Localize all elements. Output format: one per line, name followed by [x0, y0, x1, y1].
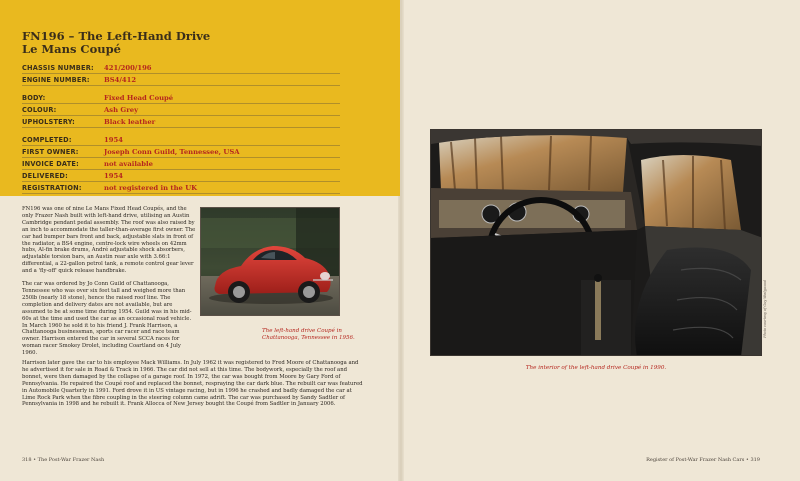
body-paragraph: Harrison later gave the car to his employee Mack Williams. In July 1962 it was registered to Fred Moore of Chattanooga and he advertised it for sale in Road & Track in 1966. The car did not sell at this time. The bodywork, especially the roof and bonnet, were then damaged by the collapse of a garage roof. In 1972, the car was bought from Moore by Gary Ford of Pennsylvania. He repaired the Coupé roof and replaced the bonnet, respraying the car dark blue. The rebuilt car was featured in Automobile Quarterly in 1991. Ford drove it in US vintage racing, but in 1996 he crashed and badly damaged the car at Lime Rock Park when the fibre coupling in the steering column came adrift. The car was purchased by Sandy Sadtler of Pennsylvania in 1998 and he rebuilt it. Frank Allocca of New Jersey bought the Coupé from Sadtler in January 2006. [22, 360, 363, 408]
spec-row [22, 104, 340, 116]
body-column-left [22, 206, 196, 363]
spec-value: 1954 [104, 136, 123, 144]
spec-row [22, 146, 340, 158]
car-photo-caption: The left-hand drive Coupé in Chattanooga, Tennessee in 1956. [262, 328, 355, 341]
body-paragraph: The car was ordered by Jo Conn Guild of Chattanooga, Tennessee who was over six feet tall and weighed more than 250lb (nearly 18 stone), hence the raised roof line. The completion and delivery dates are not available, but are assumed to be at some time during 1954. Guild was in his mid-60s at the time and used the car as an occasional road vehicle. In March 1960 he sold it to his friend J. Frank Harrison, a Chattanooga businessman, sports car racer and race team owner. Harrison entered the car in several SCCA races for woman racer Smokey Drolet, including Coartland on 4 July 1960. [22, 281, 192, 357]
spec-value: Joseph Conn Guild, Tennessee, USA [104, 148, 240, 156]
page-title: FN196 – The Left-Hand Drive Le Mans Coupé [22, 29, 211, 56]
spec-value: Ash Grey [104, 106, 139, 114]
spec-value: not available [104, 160, 153, 168]
car-photo-illustration [201, 208, 340, 316]
footer-left: 318 • The Post-War Frazer Nash [22, 457, 105, 463]
spec-row [22, 170, 340, 182]
spec-label: COLOUR: [22, 106, 57, 114]
spec-value: Black leather [104, 118, 156, 126]
spec-row [22, 182, 340, 194]
interior-photo-illustration [431, 130, 762, 356]
spec-label: CHASSIS NUMBER: [22, 64, 94, 72]
spec-table [22, 62, 340, 194]
spec-label: COMPLETED: [22, 136, 72, 144]
photo-credit: Photo courtesy of Guy Wedgwood [763, 280, 767, 338]
spec-label: BODY: [22, 94, 46, 102]
spec-label: UPHOLSTERY: [22, 118, 76, 126]
spec-value: 421/200/196 [104, 64, 152, 72]
spec-row [22, 116, 340, 128]
spec-row [22, 158, 340, 170]
spec-value: not registered in the UK [104, 184, 198, 192]
interior-photo-caption: The interior of the left-hand drive Coupé in 1990. [525, 365, 667, 371]
body-column-wide [22, 360, 364, 414]
spec-row [22, 134, 340, 146]
footer-right: Register of Post-War Frazer Nash Cars • 319 [646, 457, 760, 463]
spec-value: Fixed Head Coupé [104, 94, 174, 102]
spec-row [22, 92, 340, 104]
spec-label: DELIVERED: [22, 172, 68, 180]
spec-row [22, 74, 340, 86]
car-photo [200, 207, 340, 316]
spec-value: 1954 [104, 172, 123, 180]
spec-value: BS4/412 [104, 76, 137, 84]
body-paragraph: FN196 was one of nine Le Mans Fixed Head Coupés, and the only Frazer Nash built with left-hand drive, utilising an Austin Cambridge pendant pedal assembly. The roof was also raised by an inch to accommodate the taller-than-average first owner. The car had bumper bars front and back, adjustable slats in front of the radiator, a BS4 engine, centre-lock wire wheels on 42mm hubs, Al-fin brake drums, André adjustable shock absorbers, adjustable torsion bars, an Austin rear axle with 3.66:1 differential, a 22-gallon petrol tank, a remote control gear lever and a 'fly-off' quick release handbrake. [22, 206, 196, 275]
spec-label: INVOICE DATE: [22, 160, 79, 168]
spec-label: REGISTRATION: [22, 184, 82, 192]
interior-photo [430, 129, 762, 356]
spec-label: ENGINE NUMBER: [22, 76, 90, 84]
spec-row [22, 62, 340, 74]
spec-label: FIRST OWNER: [22, 148, 79, 156]
